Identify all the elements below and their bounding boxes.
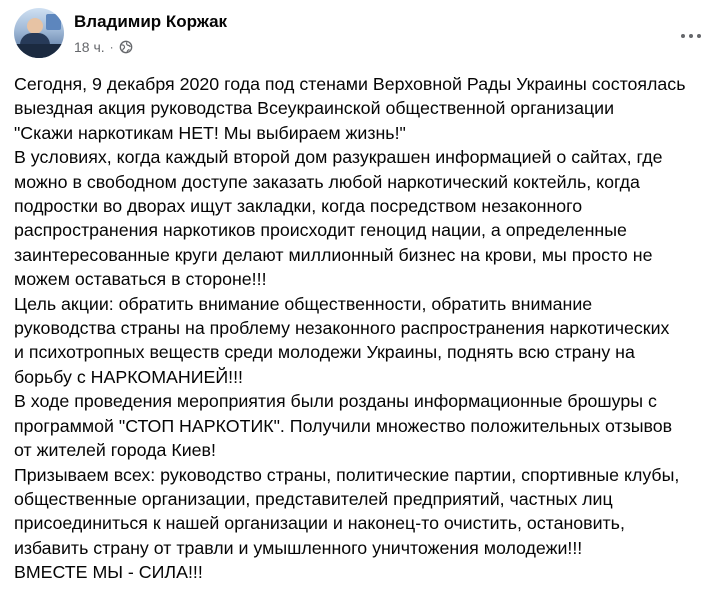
- post-text-line: программой "СТОП НАРКОТИК". Получили множество положительных отзывов: [14, 415, 673, 436]
- post-text-line: выездная акция руководства Всеукраинской общественной организации: [14, 98, 615, 119]
- more-horizontal-icon: [681, 34, 685, 38]
- post-text-line: избавить страну от травли и умышленного уничтожения молодежи!!!: [14, 537, 583, 558]
- post-text-line: руководства страны на проблему незаконного распространения наркотических: [14, 318, 670, 339]
- post-text-line: распространения наркотиков происходит геноцид нации, а определенные: [14, 220, 627, 241]
- post-text-line: Цель акции: обратить внимание общественности, обратить внимание: [14, 293, 593, 314]
- post-text-line: можно в свободном доступе заказать любой наркотический коктейль, когда: [14, 171, 640, 192]
- post-text-line: присоединиться к нашей организации и наконец-то очистить, остановить,: [14, 513, 625, 534]
- globe-icon[interactable]: [119, 40, 133, 54]
- post-text-line: В ходе проведения мероприятия были розданы информационные брошуры с: [14, 391, 657, 412]
- post-header: [14, 8, 709, 58]
- more-options-button[interactable]: [673, 18, 709, 54]
- author-name[interactable]: Владимир Коржак: [74, 12, 228, 31]
- post-text-line: общественные организации, представителей предприятий, частных лиц: [14, 488, 613, 509]
- post-text-line: можем оставаться в стороне!!!: [14, 269, 267, 290]
- post-text-line: заинтересованные круги делают миллионный бизнес на крови, мы просто не: [14, 244, 653, 265]
- post-text-line: от жителей города Киев!: [14, 440, 216, 461]
- post-text-line: "Скажи наркотикам НЕТ! Мы выбираем жизнь!": [14, 122, 406, 143]
- post-text-line: ВМЕСТЕ МЫ - СИЛА!!!: [14, 562, 203, 583]
- post-text: [14, 72, 714, 585]
- post-text-line: борьбу с НАРКОМАНИЕЙ!!!: [14, 366, 243, 387]
- post-meta: [74, 38, 133, 56]
- meta-separator: ·: [109, 40, 114, 54]
- post-timestamp[interactable]: 18 ч.: [74, 39, 105, 55]
- post-text-line: Сегодня, 9 декабря 2020 года под стенами Верховной Рады Украины состоялась: [14, 74, 686, 94]
- post-text-line: подростки во дворах ищут закладки, когда посредством незаконного: [14, 196, 583, 217]
- author-avatar[interactable]: [14, 8, 64, 58]
- post-text-line: В условиях, когда каждый второй дом разукрашен информацией о сайтах, где: [14, 147, 663, 168]
- post-text-line: Призываем всех: руководство страны, политические партии, спортивные клубы,: [14, 464, 680, 485]
- post-text-line: и психотропных веществ среди молодежи Украины, поднять всю страну на: [14, 342, 635, 363]
